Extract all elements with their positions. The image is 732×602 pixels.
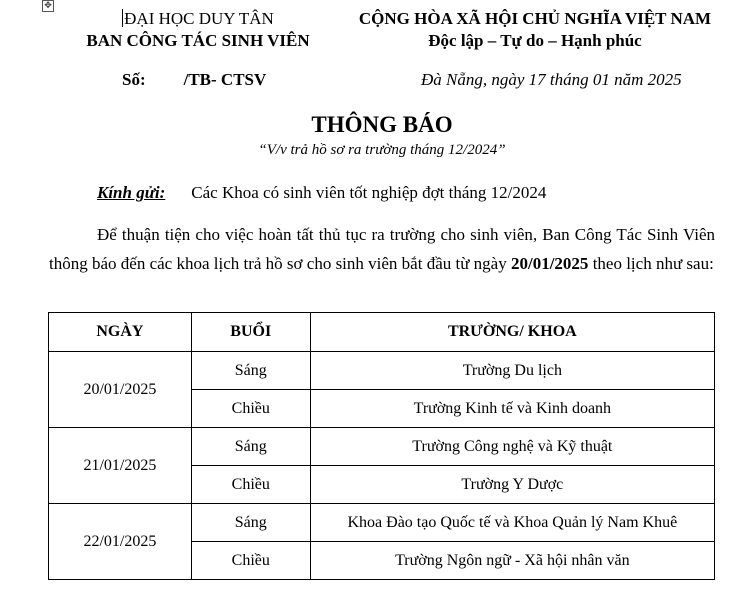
session-cell: Sáng [191,352,310,390]
session-cell: Chiều [191,466,310,504]
recipient-value: Các Khoa có sinh viên tốt nghiệp đợt tháng 12/2024 [191,183,547,202]
unit-cell: Trường Công nghệ và Kỹ thuật [310,428,714,466]
body-text-part2: theo lịch như sau: [588,254,714,273]
document-number-value: /TB- CTSV [183,70,267,89]
session-cell: Chiều [191,390,310,428]
schedule-table [48,312,715,580]
session-cell: Chiều [191,542,310,580]
recipient-line [97,183,546,203]
document-number-label: Số: [122,70,146,89]
date-cell: 22/01/2025 [49,504,192,580]
table-row [49,428,715,466]
date-cell: 21/01/2025 [49,428,192,504]
unit-cell: Trường Ngôn ngữ - Xã hội nhân văn [310,542,714,580]
body-paragraph [49,220,715,278]
document-number [122,70,266,90]
text-cursor [122,9,123,27]
table-row [49,352,715,390]
date-line: Đà Nẵng, ngày 17 tháng 01 năm 2025 [421,70,682,89]
recipient-label: Kính gửi: [97,183,166,202]
table-header-row [49,313,715,352]
body-start-date: 20/01/2025 [510,254,589,273]
notice-title: THÔNG BÁO [311,112,453,137]
date-cell: 20/01/2025 [49,352,192,428]
unit-cell: Trường Y Dược [310,466,714,504]
department-name: BAN CÔNG TÁC SINH VIÊN [86,31,310,50]
national-title: CỘNG HÒA XÃ HỘI CHỦ NGHĨA VIỆT NAM [358,9,712,28]
unit-cell: Trường Du lịch [310,352,714,390]
header-session: BUỔI [191,313,310,352]
session-cell: Sáng [191,504,310,542]
header-date: NGÀY [49,313,192,352]
table-move-handle-icon[interactable]: ✥ [42,0,54,12]
table-row [49,504,715,542]
unit-cell: Khoa Đào tạo Quốc tế và Khoa Quản lý Nam Khuê [310,504,714,542]
header-right [335,8,732,52]
header-unit: TRƯỜNG/ KHOA [310,313,714,352]
national-motto: Độc lập – Tự do – Hạnh phúc [428,31,642,50]
session-cell: Sáng [191,428,310,466]
body-text-part1: Để thuận tiện cho việc hoàn tất thủ tục ra trường cho sinh viên, Ban Công Tác Sinh Viên thông báo đến các khoa lịch trả hồ sơ cho sinh viên bắt đầu từ ngày [49,225,715,273]
unit-cell: Trường Kinh tế và Kinh doanh [310,390,714,428]
header-left [72,8,324,52]
notice-subtitle: “V/v trả hồ sơ ra trường tháng 12/2024” [258,142,506,158]
university-name: ĐẠI HỌC DUY TÂN [124,9,274,28]
